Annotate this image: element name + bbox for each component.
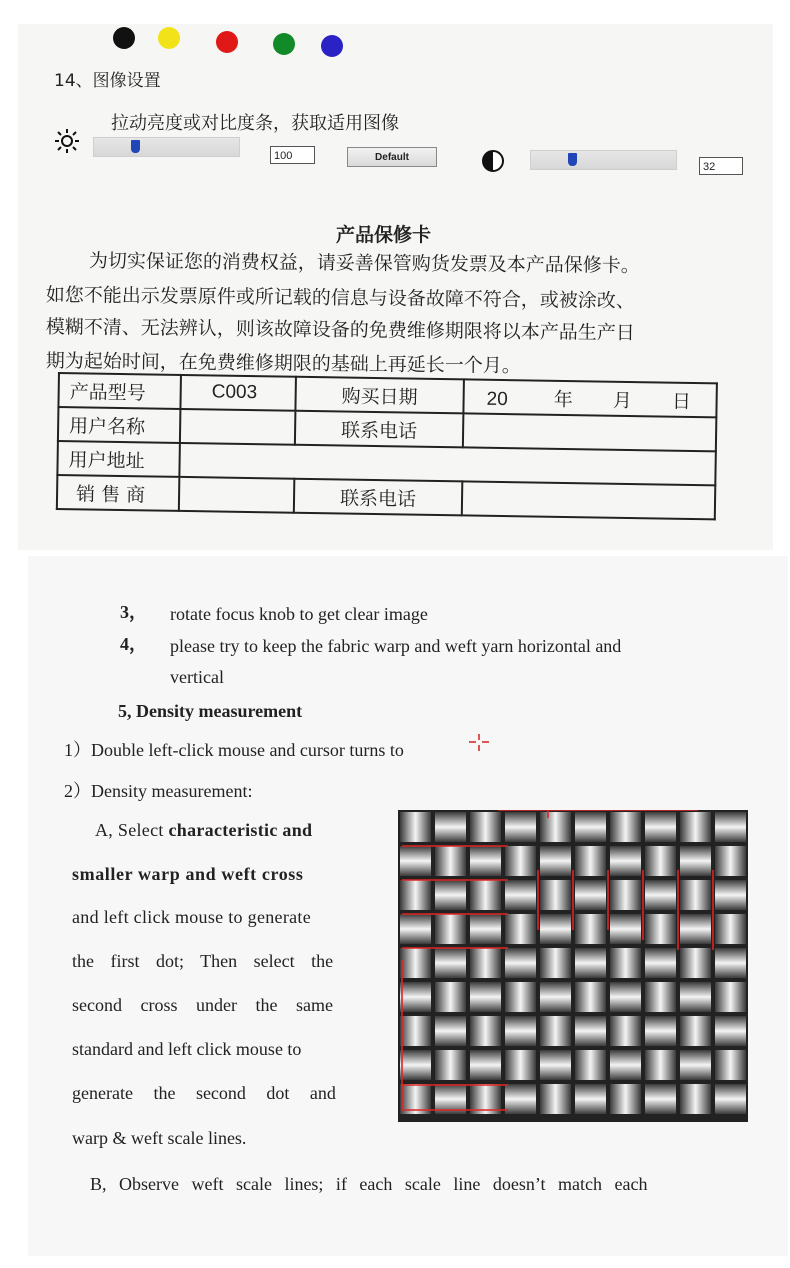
warranty-title: 产品保修卡 — [336, 224, 432, 246]
model-label: 产品型号 — [58, 373, 181, 409]
part-a-line-2: smaller warp and weft cross — [72, 864, 304, 884]
weave-cell — [715, 1050, 746, 1080]
weave-cell — [610, 880, 641, 910]
contrast-slider-thumb[interactable] — [568, 153, 577, 166]
brightness-value-field[interactable]: 100 — [270, 146, 315, 164]
weave-cell — [470, 1016, 501, 1046]
weave-cell — [470, 812, 501, 842]
weave-cell — [575, 1050, 606, 1080]
item-2: 2）Density measurement: — [64, 781, 253, 801]
weave-cell — [540, 846, 571, 876]
step-4-text-line-2: vertical — [170, 667, 224, 687]
weave-cell — [470, 1050, 501, 1080]
part-a-line-1-pre: A, Select — [95, 820, 169, 840]
weave-cell — [680, 1050, 711, 1080]
weave-cell — [680, 880, 711, 910]
weave-cell — [435, 1016, 466, 1046]
date-year-prefix: 20 — [486, 388, 508, 410]
weave-cell — [645, 1016, 676, 1046]
weave-cell — [435, 914, 466, 944]
weave-cell — [540, 1084, 571, 1114]
weave-cell — [470, 880, 501, 910]
weave-cell — [505, 948, 536, 978]
weave-cell — [435, 1050, 466, 1080]
part-a-line-4: the first dot; Then select the — [72, 951, 334, 971]
step-4-text-line-1: please try to keep the fabric warp and weft yarn horizontal and — [170, 636, 622, 656]
purchase-date-label-text: 购买日期 — [341, 384, 418, 409]
weave-cell — [715, 982, 746, 1012]
weave-cell — [575, 880, 606, 910]
model-value — [180, 375, 296, 411]
weave-cell — [680, 948, 711, 978]
warranty-paragraph-line-4: 期为起始时间，在免费维修期限的基础上再延长一个月。 — [45, 349, 521, 377]
weave-cell — [645, 914, 676, 944]
part-a-line-7: generate the second dot and — [72, 1083, 336, 1103]
step-3-number: 3， — [120, 602, 147, 622]
weave-cell — [645, 880, 676, 910]
weave-cell — [645, 982, 676, 1012]
user-name-value — [180, 409, 296, 445]
weave-cell — [470, 948, 501, 978]
step-3-text: rotate focus knob to get clear image — [170, 604, 428, 624]
weave-cell — [435, 948, 466, 978]
seller-value — [179, 477, 295, 513]
step-4-number: 4， — [120, 634, 147, 654]
phone-value-1 — [463, 413, 717, 451]
contrast-slider[interactable] — [530, 150, 677, 170]
weave-cell — [575, 914, 606, 944]
warranty-paragraph-line-1: 为切实保证您的消费权益，请妥善保管购货发票及本产品保修卡。 — [88, 249, 640, 277]
weave-cell — [610, 1084, 641, 1114]
weave-cell — [575, 948, 606, 978]
weave-cell — [540, 1050, 571, 1080]
weave-cell — [505, 914, 536, 944]
red-dot — [216, 31, 238, 53]
weave-cell — [715, 880, 746, 910]
weave-cell — [610, 812, 641, 842]
weave-cell — [680, 1084, 711, 1114]
green-dot — [273, 33, 295, 55]
weave-cell — [505, 812, 536, 842]
weave-cell — [470, 914, 501, 944]
weave-cell — [400, 914, 431, 944]
black-dot — [113, 27, 135, 49]
address-label: 用户地址 — [57, 441, 180, 477]
weave-cell — [680, 812, 711, 842]
phone-label-1 — [295, 411, 464, 448]
date-year-label: 年 — [553, 388, 574, 411]
purchase-date-label — [295, 377, 464, 414]
weave-cell — [645, 1084, 676, 1114]
weave-cell — [715, 914, 746, 944]
weave-cell — [540, 948, 571, 978]
date-day-label: 日 — [671, 390, 692, 413]
weave-cell — [400, 1016, 431, 1046]
weave-cell — [540, 1016, 571, 1046]
weave-cell — [715, 1084, 746, 1114]
weave-cell — [575, 846, 606, 876]
yellow-dot — [158, 27, 180, 49]
weave-cell — [715, 812, 746, 842]
image-settings-instruction: 拉动亮度或对比度条，获取适用图像 — [111, 113, 399, 134]
part-a-line-3: and left click mouse to generate — [72, 907, 312, 927]
warranty-paragraph-line-3: 模糊不清、无法辨认，则该故障设备的免费维修期限将以本产品生产日 — [45, 315, 635, 345]
weave-cell — [400, 846, 431, 876]
blue-dot — [321, 35, 343, 57]
weave-cell — [505, 880, 536, 910]
model-value-text: C003 — [211, 381, 258, 404]
weave-cell — [400, 812, 431, 842]
weave-cell — [540, 880, 571, 910]
weave-cell — [715, 846, 746, 876]
crosshair-cursor-icon — [468, 733, 490, 753]
weave-cell — [435, 880, 466, 910]
part-a-line-8: warp & weft scale lines. — [72, 1128, 247, 1148]
warranty-paragraph-line-2: 如您不能出示发票原件或所记载的信息与设备故障不符合，或被涂改、 — [45, 283, 635, 313]
weave-cell — [575, 1016, 606, 1046]
weave-cell — [610, 846, 641, 876]
part-b-text: B, Observe weft scale lines; if each scale line doesn’t match each — [90, 1174, 648, 1194]
purchase-date-value — [463, 379, 717, 417]
weave-cell — [435, 982, 466, 1012]
weave-cell — [610, 1016, 641, 1046]
weave-cell — [505, 982, 536, 1012]
part-a-line-5: second cross under the same — [72, 995, 333, 1015]
date-month-label: 月 — [612, 389, 633, 412]
weave-cell — [680, 1016, 711, 1046]
weave-cell — [645, 812, 676, 842]
part-a-line-1 — [95, 820, 312, 841]
warranty-table — [56, 372, 718, 520]
weave-cell — [645, 1050, 676, 1080]
weave-cell — [540, 812, 571, 842]
weave-cell — [505, 1084, 536, 1114]
contrast-value-field[interactable]: 32 — [699, 157, 743, 175]
weave-cell — [645, 846, 676, 876]
weave-cell — [435, 812, 466, 842]
part-a-line-1-bold: characteristic and — [168, 820, 313, 840]
weave-cell — [575, 812, 606, 842]
weave-cell — [575, 1084, 606, 1114]
weave-cell — [435, 846, 466, 876]
user-name-label: 用户名称 — [58, 407, 181, 443]
weave-cell — [400, 880, 431, 910]
phone-value-2 — [462, 481, 716, 519]
weave-cell — [610, 1050, 641, 1080]
item-1: 1）Double left-click mouse and cursor turns to — [64, 740, 404, 760]
weave-cell — [505, 1050, 536, 1080]
weave-cell — [540, 914, 571, 944]
seller-label: 销 售 商 — [57, 475, 180, 511]
weave-cell — [575, 982, 606, 1012]
sun-icon — [54, 128, 80, 154]
weave-cell — [400, 1050, 431, 1080]
brightness-slider[interactable] — [93, 137, 240, 157]
weave-cell — [610, 948, 641, 978]
phone-label-1-text: 联系电话 — [340, 418, 418, 443]
weave-cell — [540, 982, 571, 1012]
contrast-icon — [481, 149, 505, 173]
phone-label-2 — [294, 479, 463, 516]
weave-cell — [645, 948, 676, 978]
weave-cell — [400, 982, 431, 1012]
weave-cell — [505, 1016, 536, 1046]
brightness-slider-thumb[interactable] — [131, 140, 140, 153]
weave-cell — [400, 948, 431, 978]
weave-cell — [680, 982, 711, 1012]
weave-cell — [715, 948, 746, 978]
density-section-title: 5, Density measurement — [118, 701, 303, 721]
weave-cell — [505, 846, 536, 876]
weave-cell — [680, 846, 711, 876]
default-button[interactable]: Default — [347, 147, 437, 167]
weave-cell — [610, 982, 641, 1012]
image-settings-heading: 14、图像设置 — [54, 71, 161, 91]
weave-cell — [470, 982, 501, 1012]
weave-cell — [470, 846, 501, 876]
weave-cell — [680, 914, 711, 944]
weave-cell — [610, 914, 641, 944]
phone-label-2-text: 联系电话 — [339, 486, 417, 511]
fabric-weave-image — [398, 810, 748, 1122]
part-a-line-6: standard and left click mouse to — [72, 1039, 302, 1059]
weave-cell — [715, 1016, 746, 1046]
